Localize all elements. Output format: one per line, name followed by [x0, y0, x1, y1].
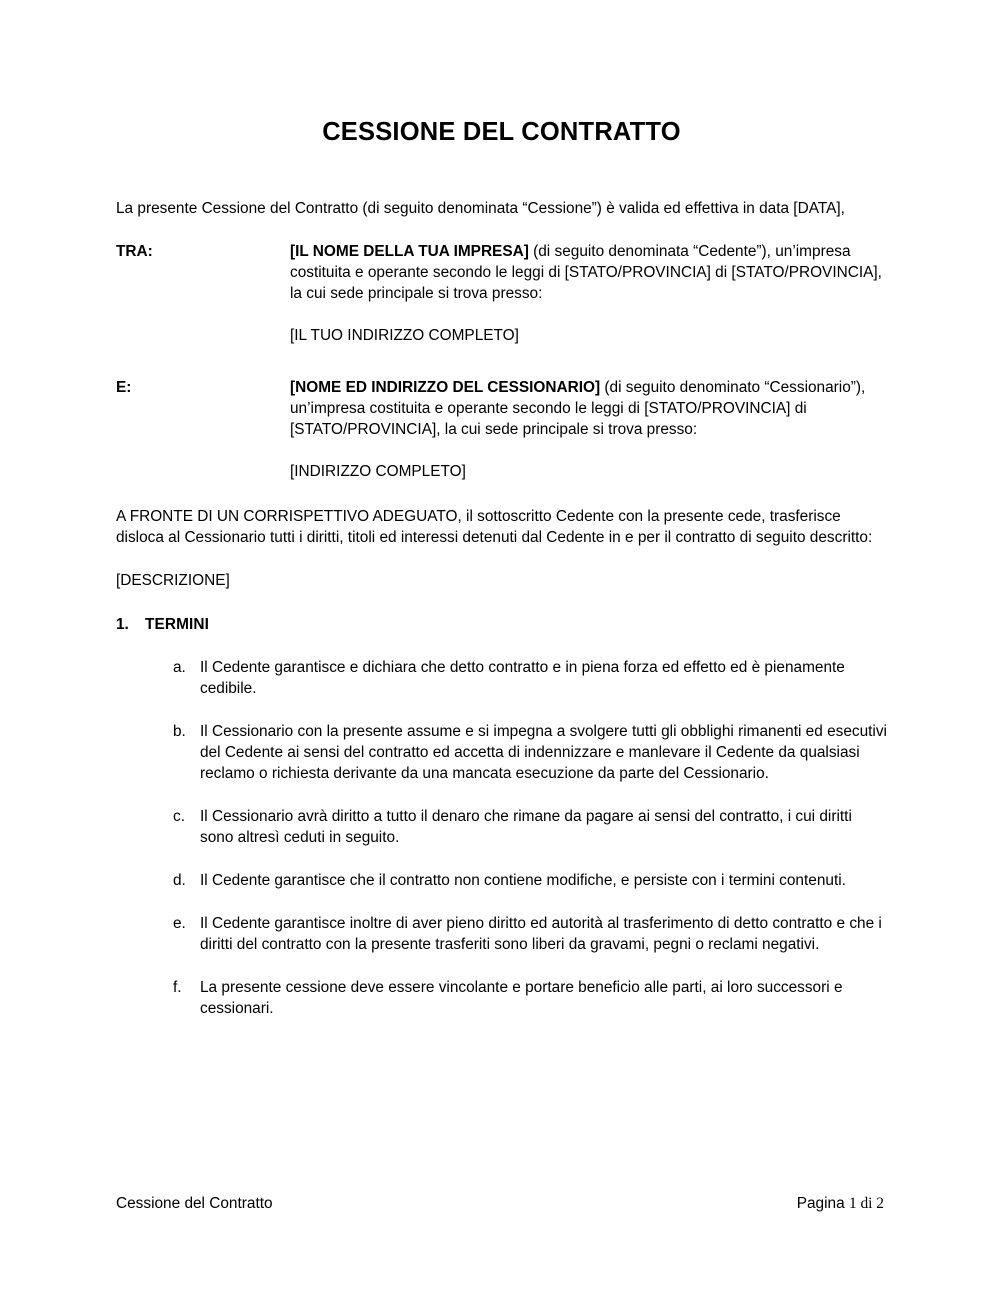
footer-page-indicator: [797, 1193, 884, 1214]
page-title: CESSIONE DEL CONTRATTO: [322, 118, 681, 146]
section-heading-termini: [116, 614, 887, 635]
party-body-assignor: [290, 241, 887, 346]
section-title: TERMINI: [145, 616, 209, 633]
page-footer: [116, 1193, 884, 1214]
party-body-assignee: [290, 377, 887, 482]
list-item: [116, 977, 887, 1019]
consideration-paragraph: A FRONTE DI UN CORRISPETTIVO ADEGUATO, il sottoscritto Cedente con la presente cede, trasferisce disloca al Cessionario tutti i diritti, titoli ed interessi detenuti dal Cedente in e per il contratto di seguito descritto:: [116, 508, 873, 546]
list-item-text: Il Cedente garantisce inoltre di aver pieno diritto ed autorità al trasferimento di detto contratto e che i diritti del contratto con la presente trasferiti sono liberi da gravami, pegni o reclami negativi.: [200, 915, 882, 953]
list-item: [116, 657, 887, 699]
list-item-marker: a.: [173, 659, 186, 676]
list-item-marker: e.: [173, 915, 186, 932]
spacer-between-parties: [116, 346, 887, 377]
party-row-assignee: [116, 377, 887, 482]
spacer-before-section: [116, 591, 887, 614]
spacer-before-consideration: [116, 482, 887, 506]
list-item-text: Il Cedente garantisce che il contratto non contiene modifiche, e persiste con i termini contenuti.: [200, 872, 846, 889]
party-description-assignor: (di seguito denominata “Cedente”), un’impresa costituita e operante secondo le leggi di [STATO/PROVINCIA] di [STATO/PROVINCIA], la cui sede principale si trova presso:: [290, 243, 882, 302]
party-name-assignee: [NOME ED INDIRIZZO DEL CESSIONARIO]: [290, 379, 601, 396]
list-item-text: Il Cedente garantisce e dichiara che detto contratto e in piena forza ed effetto ed è pienamente cedibile.: [200, 659, 845, 697]
footer-page-prefix: Pagina: [796, 1195, 849, 1212]
description-placeholder: [DESCRIZIONE]: [116, 572, 230, 589]
party-address-assignee: [INDIRIZZO COMPLETO]: [290, 463, 466, 480]
list-item-marker: d.: [173, 872, 186, 889]
spacer-after-title: [116, 147, 887, 198]
list-item-text: Il Cessionario avrà diritto a tutto il denaro che rimane da pagare ai sensi del contratto, i cui diritti sono altresì ceduti in seguito.: [200, 808, 852, 846]
list-item-text: La presente cessione deve essere vincolante e portare beneficio alle parti, ai loro successori e cessionari.: [200, 979, 843, 1017]
section-number: 1.: [116, 616, 129, 633]
list-item: [116, 721, 887, 784]
list-item: [116, 806, 887, 848]
party-label-e: E:: [116, 379, 132, 396]
footer-document-name: Cessione del Contratto: [116, 1195, 273, 1212]
list-item-marker: c.: [173, 808, 185, 825]
party-name-assignor: [IL NOME DELLA TUA IMPRESA]: [290, 243, 529, 260]
party-label-tra: TRA:: [116, 243, 153, 260]
list-item-marker: b.: [173, 723, 186, 740]
party-address-assignor: [IL TUO INDIRIZZO COMPLETO]: [290, 327, 519, 344]
footer-page-number: 1 di 2: [848, 1195, 884, 1212]
list-item-text: Il Cessionario con la presente assume e si impegna a svolgere tutti gli obblighi rimanenti ed esecutivi del Cedente ai sensi del contratto ed accetta di indennizzare e manlevare il Cedente da qualsiasi reclamo o richiesta derivante da una mancata esecuzione da parte del Cessionario.: [200, 723, 887, 782]
party-row-assignor: [116, 241, 887, 346]
spacer-after-intro: [116, 219, 887, 241]
list-item: [116, 913, 887, 955]
document-body: [116, 0, 887, 1019]
spacer-before-description: [116, 548, 887, 570]
list-item-marker: f.: [173, 979, 182, 996]
intro-paragraph: La presente Cessione del Contratto (di seguito denominata “Cessione”) è valida ed effettiva in data [DATA],: [116, 200, 845, 217]
list-item: [116, 870, 887, 891]
terms-list: [116, 657, 887, 1019]
party-description-assignee: (di seguito denominato “Cessionario”), un’impresa costituita e operante secondo le leggi di [STATO/PROVINCIA] di [STATO/PROVINCIA], la cui sede principale si trova presso:: [290, 379, 866, 438]
